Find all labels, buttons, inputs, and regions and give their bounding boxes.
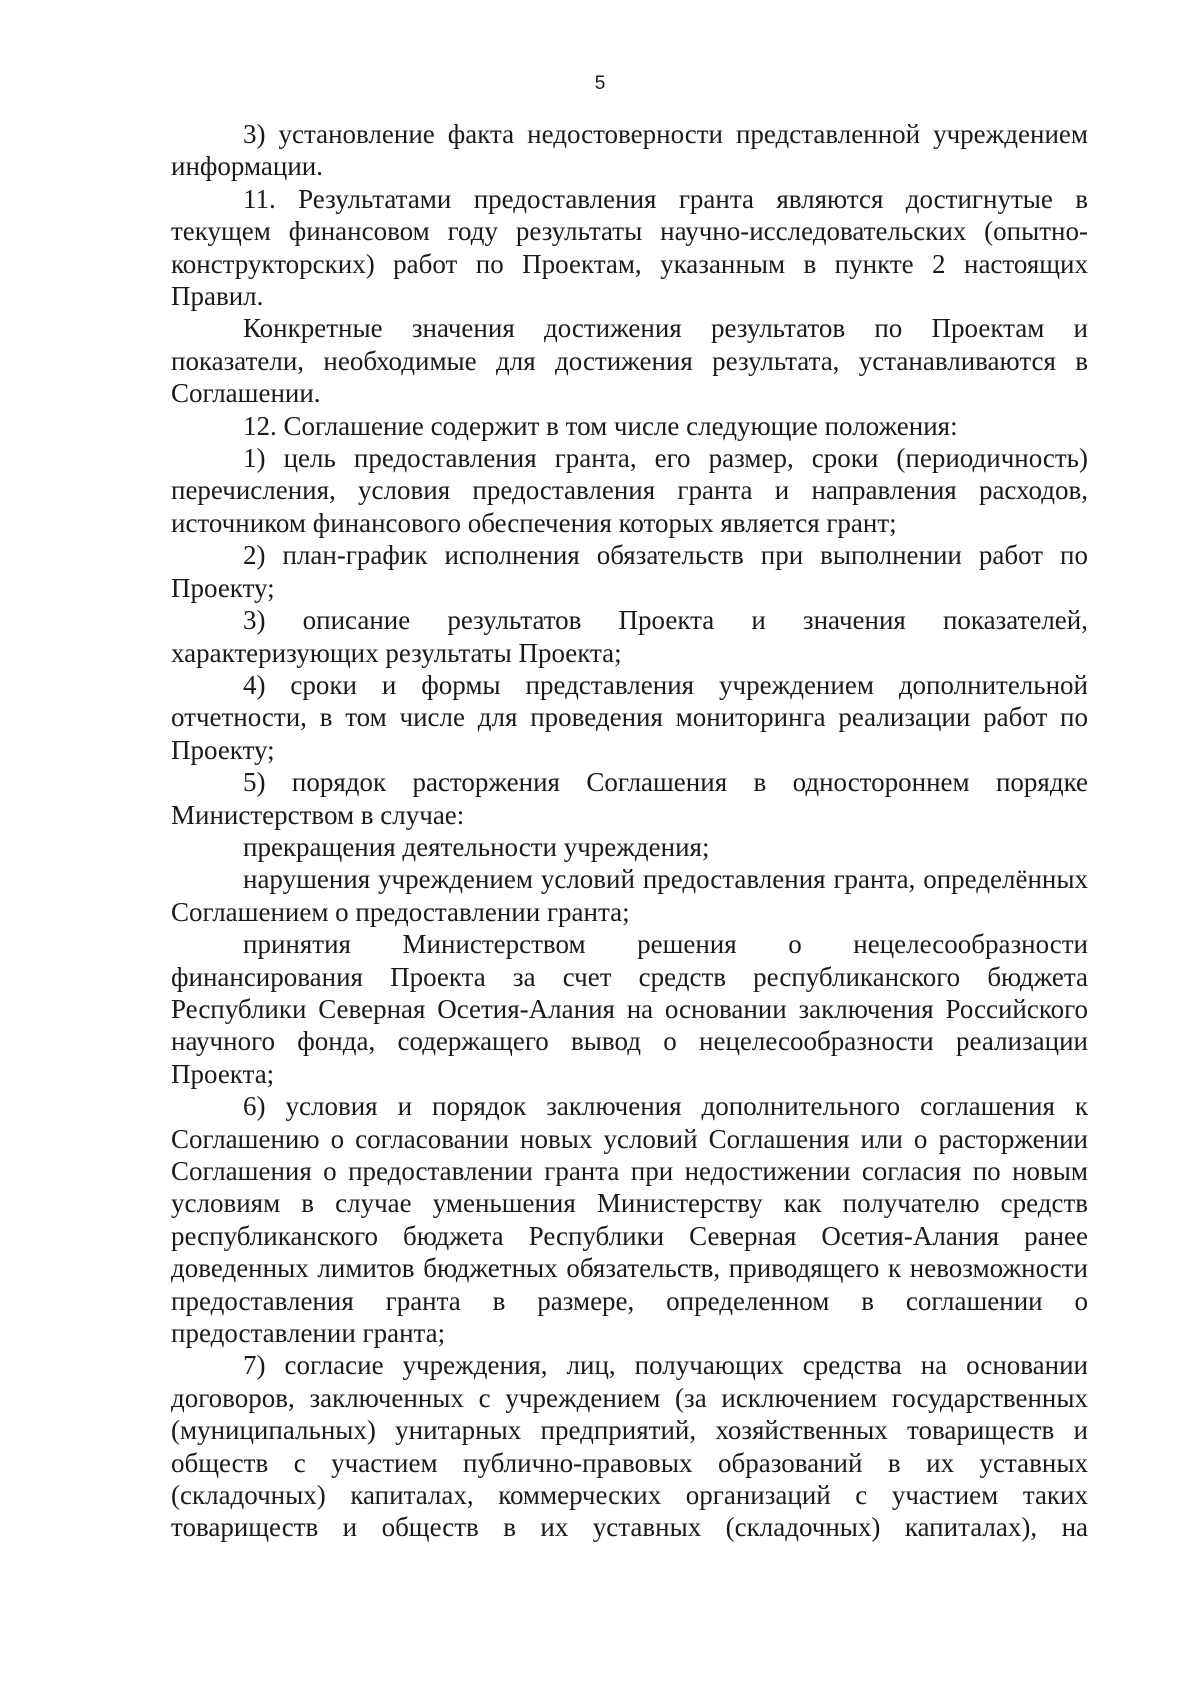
paragraph-result-values: Конкретные значения достижения результатов по Проектам и показатели, необходимые для достижения результата, устанавливаются в Соглашении.: [171, 313, 1088, 409]
paragraph-item-4-reporting: 4) сроки и формы представления учреждением дополнительной отчетности, в том числе для проведения мониторинга реализации работ по Проекту;: [171, 669, 1088, 765]
paragraph-item-1-grant-purpose: 1) цель предоставления гранта, его размер, сроки (периодичность) перечисления, условия предоставления гранта и направления расходов, источником финансового обеспечения которых является грант;: [171, 443, 1088, 538]
paragraph-termination-decision: принятия Министерством решения о нецелесообразности финансирования Проекта за счет средств республиканского бюджета Республики Северная Осетия-Алания на основании заключения Российского научного фонда, содержащего вывод о нецелесообразности реализации Проекта;: [171, 929, 1088, 1089]
paragraph-12-agreement-provisions: 12. Соглашение содержит в том числе следующие положения:: [243, 410, 958, 441]
paragraph-item-3-results-description: 3) описание результатов Проекта и значения показателей, характеризующих результаты Проекта;: [171, 605, 1088, 668]
paragraph-item-2-schedule: 2) план-график исполнения обязательств при выполнении работ по Проекту;: [171, 540, 1088, 603]
paragraph-item-3-false-info: 3) установление факта недостоверности представленной учреждением информации.: [171, 119, 1088, 182]
paragraph-item-6-additional-agreement: 6) условия и порядок заключения дополнительного соглашения к Соглашению о согласовании новых условий Соглашения или о расторжении Соглашения о предоставлении гранта при недостижении согласия по новым условиям в случае уменьшения Министерству как получателю средств республиканского бюджета Республики Северная Осетия-Алания ранее доведенных лимитов бюджетных обязательств, приводящего к невозможности предоставления гранта в размере, определенном в соглашении о предоставлении гранта;: [171, 1091, 1088, 1349]
page-number: 5: [594, 73, 606, 94]
paragraph-11-grant-results: 11. Результатами предоставления гранта являются достигнутые в текущем финансовом году результаты научно-исследовательских (опытно-конструкторских) работ по Проектам, указанным в пункте 2 настоящих Правил.: [171, 183, 1088, 312]
paragraph-termination-activity: прекращения деятельности учреждения;: [243, 831, 710, 862]
paragraph-item-5-termination: 5) порядок расторжения Соглашения в одностороннем порядке Министерством в случае:: [171, 767, 1088, 830]
paragraph-termination-violation: нарушения учреждением условий предоставления гранта, определённых Соглашением о предоставлении гранта;: [171, 864, 1088, 927]
document-body: [171, 118, 1088, 1544]
paragraph-item-7-consent: 7) согласие учреждения, лиц, получающих средства на основании договоров, заключенных с учреждением (за исключением государственных (муниципальных) унитарных предприятий, хозяйственных товариществ и обществ с участием публично-правовых образований в их уставных (складочных) капиталах, коммерческих организаций с участием таких товариществ и обществ в их уставных (складочных) капиталах), на: [171, 1350, 1088, 1543]
